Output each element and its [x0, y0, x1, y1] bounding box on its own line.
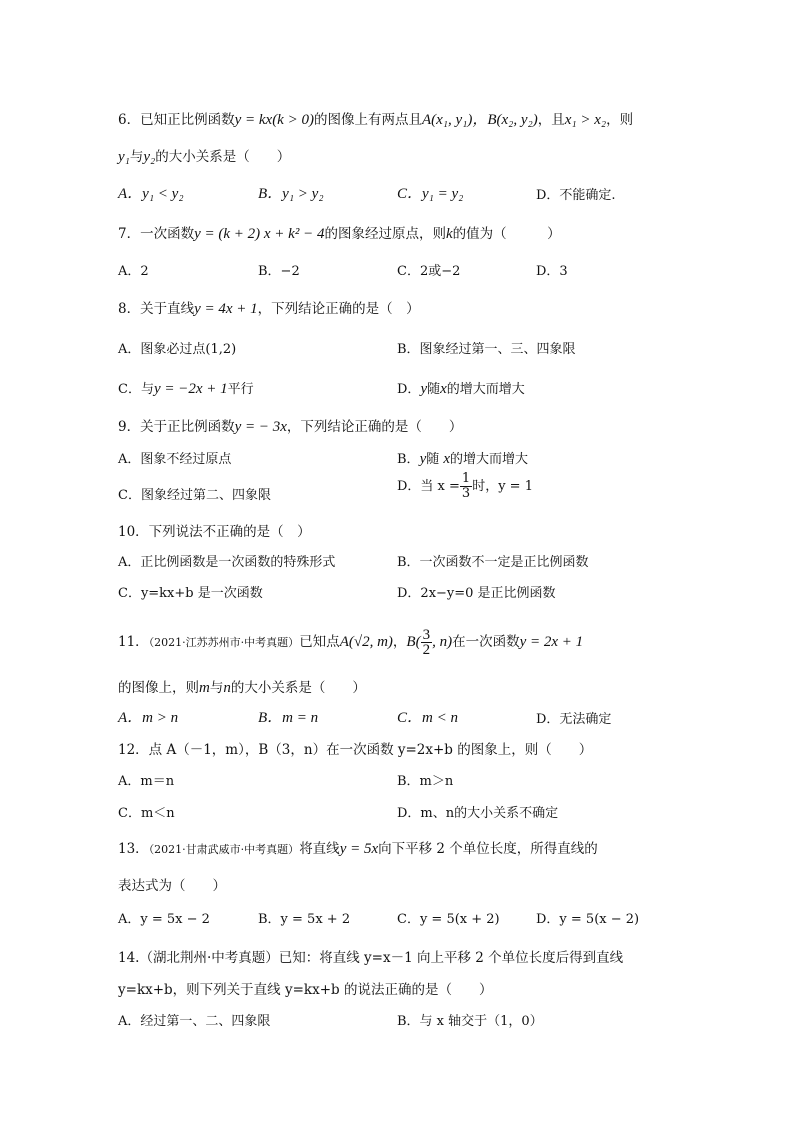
q9-function-expr: y = − 3x: [234, 419, 287, 435]
question-11-stem-line2: [118, 676, 366, 697]
q10-option-b: B．一次函数不一定是正比例函数: [397, 555, 589, 570]
q7-k: k: [445, 226, 453, 242]
q9-b-y: y: [419, 451, 427, 467]
q8-d-y: y: [420, 381, 428, 397]
q11-text-1: 已知点: [299, 634, 340, 650]
q9-option-c: C．图象经过第二、四象限: [118, 488, 271, 503]
q12-option-c: C．m＜n: [118, 806, 175, 821]
q9-option-b: [397, 448, 528, 468]
q7-text-3: 的值为（ ）: [452, 226, 561, 242]
q14-option-a: A．经过第一、二、四象限: [118, 1014, 271, 1029]
q11-function-expr: y = 2x + 1: [519, 634, 584, 650]
q8-text-1: 8．关于直线: [118, 301, 195, 317]
q7-option-a: A．2: [118, 264, 149, 279]
q11-b-denominator: 2: [422, 642, 431, 658]
q8-d-text-3: 的增大而增大: [446, 382, 525, 397]
q11-b-numerator: 3: [422, 627, 431, 643]
q6-function-expr: y = kx(k > 0): [234, 112, 314, 128]
q7-text-2: 的图象经过原点，则: [324, 226, 446, 242]
question-10-stem: 10．下列说法不正确的是（ ）: [118, 524, 311, 540]
q8-d-text-2: 随: [427, 382, 441, 397]
q11-point-b-open: B(: [406, 634, 421, 650]
q12-option-d: D．m、n的大小关系不确定: [397, 806, 559, 821]
q11-comma: ，: [392, 634, 407, 650]
q9-option-a: A．图象不经过原点: [118, 452, 232, 467]
q11-option-c: C．m < n: [397, 710, 458, 726]
q8-text-2: ，下列结论正确的是（ ）: [257, 301, 420, 317]
q6-condition-expr: x₁ > x₂: [564, 112, 607, 128]
q9-d-denominator: 3: [461, 486, 471, 501]
q11-point-b-close: , n): [432, 634, 453, 650]
question-12-stem: 12．点 A（－1，m），B（3，n）在一次函数 y=2x+b 的图象上，则（ ）: [118, 742, 593, 758]
q11-option-a: A．m > n: [118, 710, 179, 726]
q13-number: 13．: [118, 841, 149, 857]
q8-c-expr: y = −2x + 1: [153, 381, 228, 397]
q9-d-numerator: 1: [461, 471, 471, 486]
q8-d-x: x: [440, 381, 447, 397]
q11-text-3: 的图像上，则: [118, 680, 199, 696]
q11-option-d: D．无法确定: [536, 712, 612, 727]
q11-text-2: 在一次函数: [452, 634, 520, 650]
q10-option-a: A．正比例函数是一次函数的特殊形式: [118, 555, 336, 570]
q7-option-c: C．2或−2: [397, 264, 461, 279]
q10-option-c: C．y=kx+b 是一次函数: [118, 586, 263, 601]
question-14-stem: 14.（湖北荆州·中考真题）已知：将直线 y=x－1 向上平移 2 个单位长度后得到直线: [118, 950, 624, 966]
q8-option-d: [397, 378, 525, 398]
q9-text-1: 9．关于正比例函数: [118, 419, 235, 435]
q11-and: 与: [209, 680, 224, 696]
q6-option-d: D．不能确定.: [536, 188, 616, 203]
q11-m: m: [199, 680, 210, 696]
q8-option-a: A．图象必过点(1,2): [118, 342, 237, 357]
question-9-stem: [118, 415, 462, 436]
q6-text-3: ，且: [537, 112, 565, 128]
q12-option-a: A．m＝n: [118, 774, 175, 789]
q13-source: （2021·甘肃武威市·中考真题）: [148, 843, 300, 856]
q11-n: n: [223, 680, 231, 696]
q6-y1: y₁: [118, 149, 130, 165]
question-7-stem: [118, 222, 561, 243]
q7-text-1: 7．一次函数: [118, 226, 195, 242]
q8-c-text-2: 平行: [227, 382, 254, 397]
question-8-stem: [118, 297, 420, 318]
q6-text-4: ，则: [606, 112, 634, 128]
q11-text-4: 的大小关系是（ ）: [230, 680, 366, 696]
q9-b-text-3: 的增大而增大: [450, 452, 529, 467]
q7-option-d: D．3: [536, 264, 568, 279]
question-6-stem-line2: [118, 145, 290, 166]
q13-option-c: C．y = 5(x + 2): [397, 912, 500, 927]
q12-option-b: B．m＞n: [397, 774, 454, 789]
q6-y2: y₂: [143, 149, 156, 165]
q10-option-d: D．2x−y=0 是正比例函数: [397, 586, 556, 601]
q11-point-a: A(√2, m): [339, 634, 393, 650]
question-13-stem-line2: 表达式为（ ）: [118, 878, 226, 894]
q8-c-text-1: C．与: [118, 382, 154, 397]
q9-b-x: x: [443, 451, 451, 467]
q8-line-expr: y = 4x + 1: [194, 301, 258, 317]
q13-option-d: D．y = 5(x − 2): [536, 912, 640, 927]
q9-text-2: ，下列结论正确的是（ ）: [286, 419, 463, 435]
q9-option-d: [397, 472, 533, 501]
q6-option-c: C．y₁ = y₂: [397, 186, 464, 202]
q13-text-2: 向下平移 2 个单位长度，所得直线的: [378, 841, 598, 857]
q6-text-2: 的图像上有两点且: [313, 112, 422, 128]
q13-text-1: 将直线: [299, 841, 340, 857]
q7-option-b: B．−2: [258, 264, 300, 279]
q6-text-1: 6．已知正比例函数: [118, 112, 235, 128]
q7-function-expr: y = (k + 2) x + k² − 4: [194, 226, 325, 242]
question-13-stem: [118, 837, 598, 858]
q8-option-b: B．图象经过第一、三、四象限: [397, 342, 576, 357]
q9-d-text-2: 时，y = 1: [472, 479, 533, 494]
q11-number: 11．: [118, 634, 149, 650]
question-6-stem: [118, 108, 633, 129]
q9-d-fraction: [460, 472, 472, 501]
q6-option-b: B．y₁ > y₂: [258, 186, 324, 202]
question-11-stem: [118, 628, 583, 657]
q11-option-b: B．m = n: [258, 710, 319, 726]
q9-b-text-2: 随: [426, 452, 444, 467]
q8-option-c: [118, 378, 254, 398]
q11-source: （2021·江苏苏州市·中考真题）: [148, 636, 300, 649]
q9-b-text-1: B．: [397, 452, 420, 467]
q6-and: 与: [129, 149, 144, 165]
q6-option-a: A．y₁ < y₂: [118, 186, 184, 202]
q13-option-a: A．y = 5x − 2: [118, 912, 210, 927]
q13-line-expr: y = 5x: [339, 841, 379, 857]
q8-d-text-1: D．: [397, 382, 421, 397]
q13-option-b: B．y = 5x + 2: [258, 912, 351, 927]
q6-text-5: 的大小关系是（ ）: [155, 149, 291, 165]
q14-option-b: B．与 x 轴交于（1，0）: [397, 1014, 543, 1029]
q9-d-text-1: D．当 x =: [397, 479, 460, 494]
q11-point-b-fraction: [421, 628, 433, 657]
question-14-stem-line2: y=kx+b，则下列关于直线 y=kx+b 的说法正确的是（ ）: [118, 982, 493, 998]
q6-points-expr: A(x₁, y₁)，B(x₂, y₂): [421, 112, 538, 128]
